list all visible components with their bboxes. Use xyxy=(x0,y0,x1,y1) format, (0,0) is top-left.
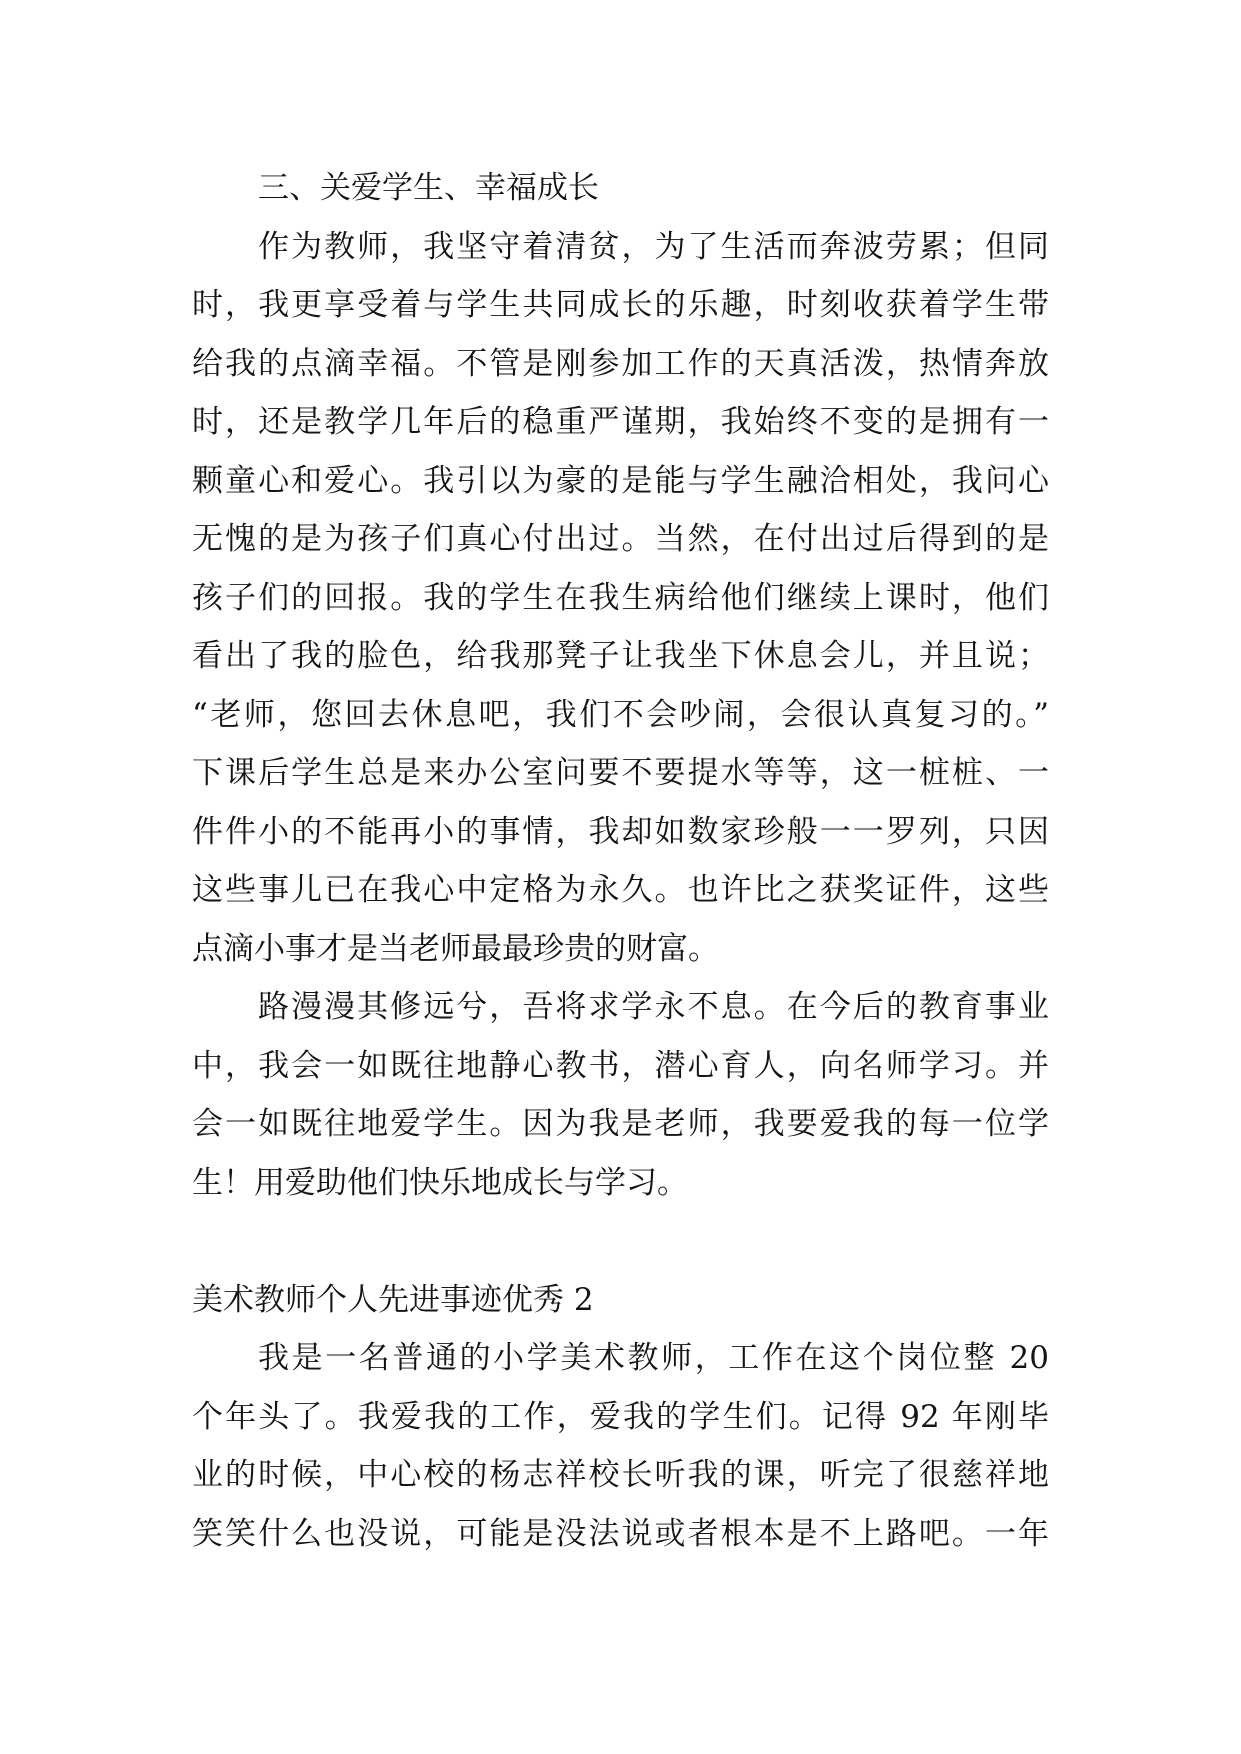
paragraph-line: “老师，您回去休息吧，我们不会吵闹，会很认真复习的。” xyxy=(192,696,1049,733)
paragraph-line: 颗童心和爱心。我引以为豪的是能与学生融洽相处，我问心 xyxy=(192,462,1049,499)
section-heading: 三、关爱学生、幸福成长 xyxy=(258,170,599,206)
paragraph-line: 件件小的不能再小的事情，我却如数家珍般一一罗列，只因 xyxy=(192,813,1049,850)
paragraph-line: 我是一名普通的小学美术教师，工作在这个岗位整 20 xyxy=(258,1340,1049,1376)
paragraph xyxy=(192,218,1049,979)
paragraph-line: 路漫漫其修远兮，吾将求学永不息。在今后的教育事业 xyxy=(258,989,1049,1025)
paragraph-line: 会一如既往地爱学生。因为我是老师，我要爱我的每一位学 xyxy=(192,1106,1049,1142)
article-title: 美术教师个人先进事迹优秀 2 xyxy=(192,1281,594,1318)
paragraph-line: 生！用爱助他们快乐地成长与学习。 xyxy=(192,1164,688,1201)
paragraph-line: 时，我更享受着与学生共同成长的乐趣，时刻收获着学生带 xyxy=(192,287,1049,323)
paragraph-line: 业的时候，中心校的杨志祥校长听我的课，听完了很慈祥地 xyxy=(192,1457,1049,1493)
paragraph-line: 孩子们的回报。我的学生在我生病给他们继续上课时，他们 xyxy=(192,579,1049,616)
paragraph xyxy=(192,978,1049,1212)
paragraph-line: 看出了我的脸色，给我那凳子让我坐下休息会儿，并且说； xyxy=(192,638,1049,674)
document-body xyxy=(192,159,1049,1563)
paragraph-line: 时，还是教学几年后的稳重严谨期，我始终不变的是拥有一 xyxy=(192,404,1049,440)
paragraph-line: 个年头了。我爱我的工作，爱我的学生们。记得 92 年刚毕 xyxy=(192,1398,1049,1435)
paragraph xyxy=(192,1329,1049,1563)
paragraph-line: 给我的点滴幸福。不管是刚参加工作的天真活泼，热情奔放 xyxy=(192,345,1049,382)
blank-line xyxy=(192,1212,1049,1271)
paragraph-line: 作为教师，我坚守着清贫，为了生活而奔波劳累；但同 xyxy=(258,228,1049,265)
paragraph-line: 下课后学生总是来办公室问要不要提水等等，这一桩桩、一 xyxy=(192,755,1049,791)
paragraph-line: 中，我会一如既往地静心教书，潜心育人，向名师学习。并 xyxy=(192,1047,1049,1084)
paragraph-line: 这些事儿已在我心中定格为永久。也许比之获奖证件，这些 xyxy=(192,872,1049,908)
paragraph-line: 笑笑什么也没说，可能是没法说或者根本是不上路吧。一年 xyxy=(192,1515,1049,1552)
paragraph-line: 无愧的是为孩子们真心付出过。当然，在付出过后得到的是 xyxy=(192,521,1049,557)
paragraph-line: 点滴小事才是当老师最最珍贵的财富。 xyxy=(192,930,719,967)
